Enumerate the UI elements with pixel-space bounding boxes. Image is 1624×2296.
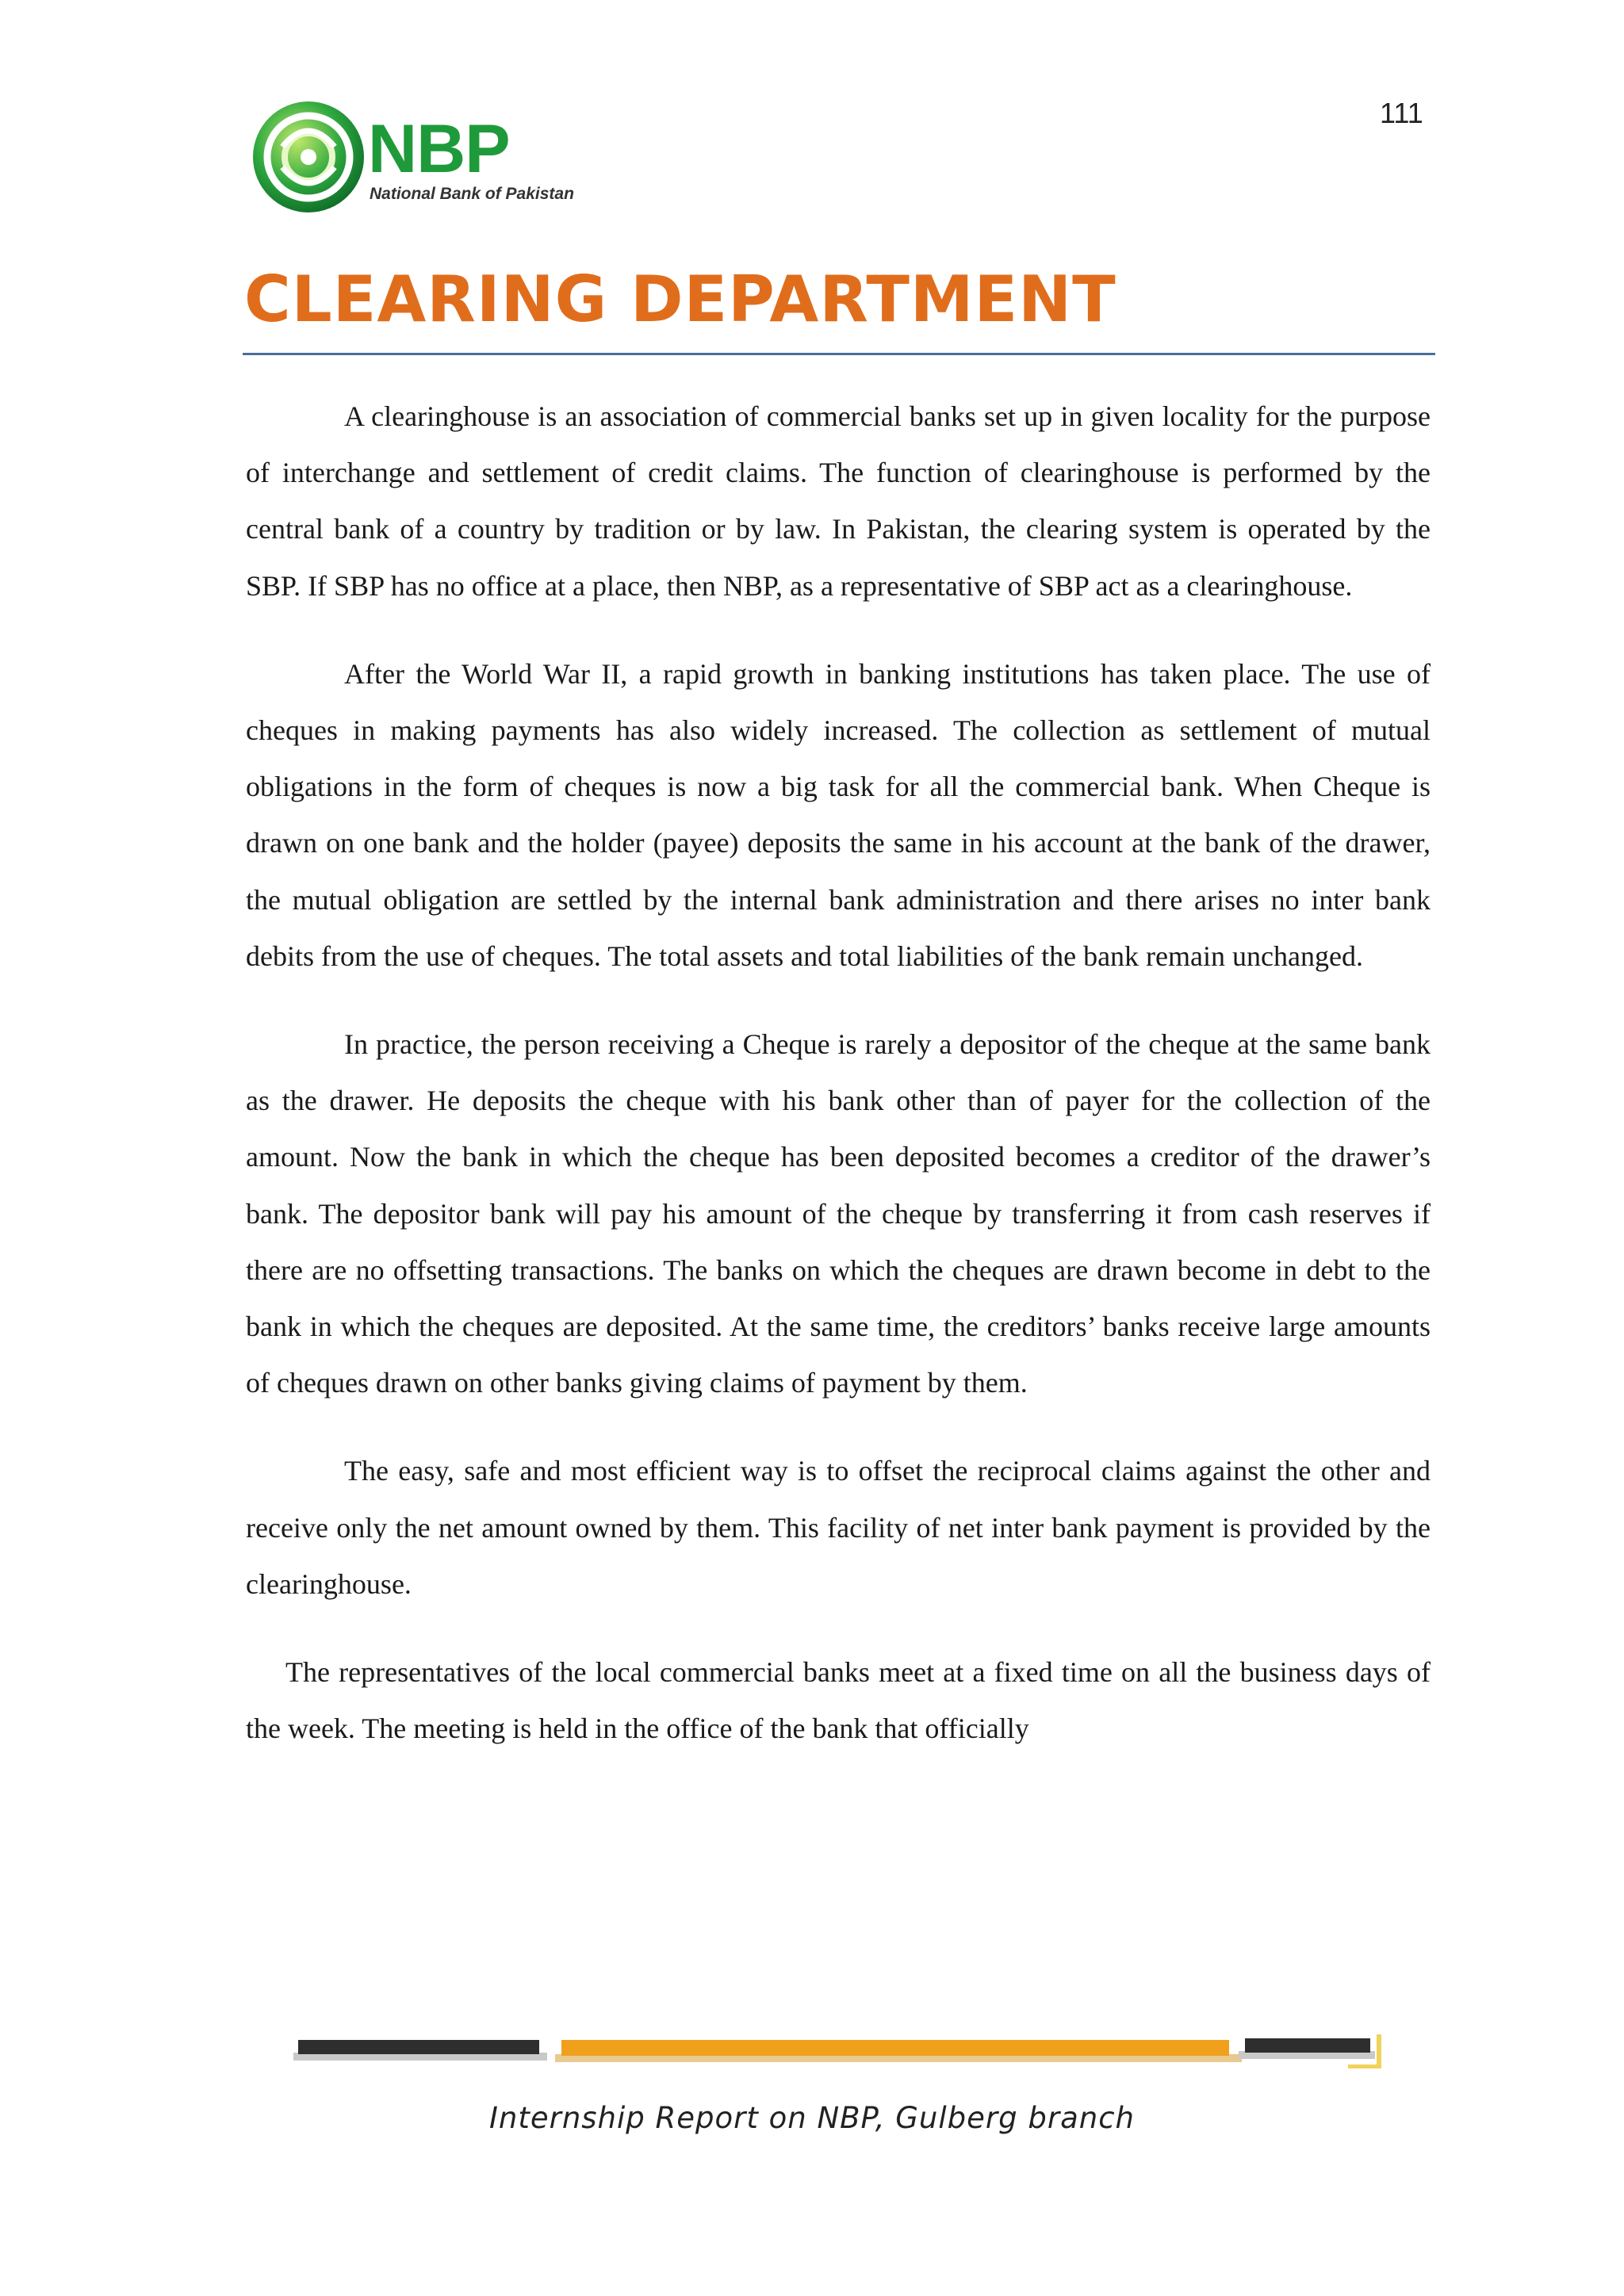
footer-bar-right	[1245, 2038, 1370, 2053]
body-text	[246, 388, 1431, 1789]
paragraph-3: In practice, the person receiving a Cheque is rarely a depositor of the cheque at the same bank as the drawer. He deposits the cheque with his bank other than of payer for the collection of the amount. Now the bank in which the cheque has been deposited becomes a creditor of the drawer’s bank. The depositor bank will pay his amount of the cheque by transferring it from cash reserves if there are no offsetting transactions. The banks on which the cheques are drawn become in debt to the bank in which the cheques are deposited. At the same time, the creditors’ banks receive large amounts of cheques drawn on other banks giving claims of payment by them.	[246, 1028, 1431, 1399]
paragraph-5: The representatives of the local commercial banks meet at a fixed time on all the business days of the week. The meeting is held in the office of the bank that officially	[246, 1656, 1431, 1745]
title-underline	[243, 353, 1435, 355]
nbp-emblem-icon	[251, 99, 366, 215]
page-number: 111	[1380, 97, 1423, 129]
footer-corner-accent-bottom	[1348, 2064, 1381, 2068]
nbp-logo	[251, 99, 615, 218]
footer-caption: Internship Report on NBP, Gulberg branch	[488, 2101, 1135, 2135]
paragraph-2: After the World War II, a rapid growth in banking institutions has taken place. The use of cheques in making payments has also widely increased. The collection as settlement of mutual obligations in the form of cheques is now a big task for all the commercial bank. When Cheque is drawn on one bank and the holder (payee) deposits the same in his account at the bank of the drawer, the mutual obligation are settled by the internal bank administration and there arises no inter bank debits from the use of cheques. The total assets and total liabilities of the bank remain unchanged.	[246, 657, 1431, 972]
page-title: CLEARING DEPARTMENT	[244, 262, 1116, 336]
logo-wordmark: NBP	[368, 111, 510, 187]
paragraph-1: A clearinghouse is an association of commercial banks set up in given locality for the purpose of interchange and settlement of credit claims. The function of clearinghouse is performed by the central bank of a country by tradition or by law. In Pakistan, the clearing system is operated by the SBP. If SBP has no office at a place, then NBP, as a representative of SBP act as a clearinghouse.	[246, 400, 1431, 602]
footer-bar-left	[298, 2040, 539, 2054]
footer-bar-middle	[561, 2040, 1229, 2056]
footer-corner-accent	[1377, 2034, 1381, 2068]
logo-tagline: National Bank of Pakistan	[370, 185, 574, 203]
paragraph-4: The easy, safe and most efficient way is to offset the reciprocal claims against the other and receive only the net amount owned by them. This facility of net inter bank payment is provided by the clearinghouse.	[246, 1455, 1431, 1600]
footer-decoration	[293, 2026, 1396, 2090]
